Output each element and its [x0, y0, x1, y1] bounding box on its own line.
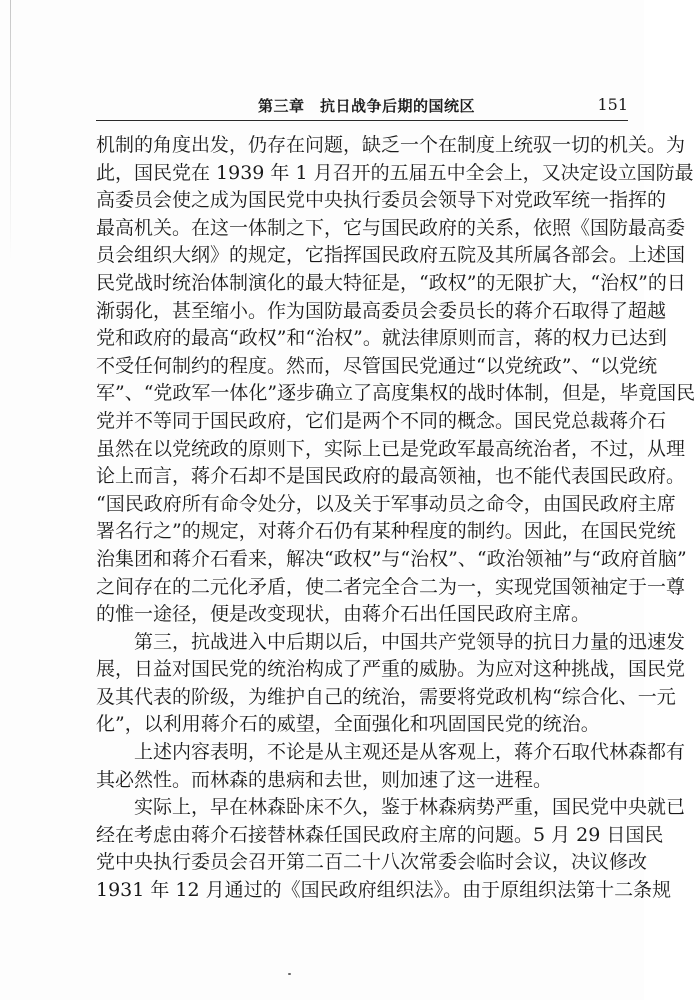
text-line: 党中央执行委员会召开第二百二十八次常委会临时会议，决议修改: [96, 851, 648, 874]
text-line: 党并不等同于国民政府，它们是两个不同的概念。国民党总裁蒋介石: [96, 409, 667, 432]
text-line: “国民政府所有命令处分，以及关于军事动员之命令，由国民政府主席: [96, 492, 676, 515]
binding-shadow: [10, 0, 11, 260]
text-line: 展，日益对国民党的统治构成了严重的威胁。为应对这种挑战，国民党: [96, 658, 686, 681]
paragraph-end-line: 化”，以利用蒋介石的威望，全面强化和巩固国民党的统治。: [96, 713, 600, 736]
text-line: 及其代表的阶级，为维护自己的统治，需要将党政机构“综合化、一元: [96, 685, 676, 708]
paragraph-start-line: 实际上，早在林森卧床不久，鉴于林森病势严重，国民党中央就已: [134, 796, 686, 819]
paragraph-start-line: 第三，抗战进入中后期以后，中国共产党领导的抗日力量的迅速发: [134, 630, 686, 653]
text-line: 军”、“党政军一体化”逐步确立了高度集权的战时体制，但是，毕竟国民: [96, 382, 695, 405]
text-line: 高委员会使之成为国民党中央执行委员会领导下对党政军统一指挥的: [96, 189, 667, 212]
text-line: 署名行之”的规定，对蒋介石仍有某种程度的制约。因此，在国民党统: [96, 520, 676, 543]
body-text: [96, 132, 695, 905]
text-line: 1931 年 12 月通过的《国民政府组织法》。由于原组织法第十二条规: [96, 879, 672, 902]
text-line: 不受任何制约的程度。然而，尽管国民党通过“以党统政”、“以党统: [96, 354, 658, 377]
text-line: 之间存在的二元化矛盾，使二者完全合二为一，实现党国领袖定于一尊: [96, 575, 686, 598]
text-line: 最高机关。在这一体制之下，它与国民政府的关系，依照《国防最高委: [96, 216, 686, 239]
text-line: 虽然在以党统政的原则下，实际上已是党政军最高统治者，不过，从理: [96, 437, 686, 460]
page-number: 151: [597, 95, 628, 114]
text-line: 民党战时统治体制演化的最大特征是，“政权”的无限扩大，“治权”的日: [96, 271, 686, 294]
text-line: 此，国民党在 1939 年 1 月召开的五届五中全会上，又决定设立国防最: [96, 161, 694, 184]
text-line: 论上而言，蒋介石却不是国民政府的最高领袖，也不能代表国民政府。: [96, 465, 686, 488]
paragraph-end-line: 其必然性。而林森的患病和去世，则加速了这一进程。: [96, 768, 553, 791]
text-line: 治集团和蒋介石看来，解决“政权”与“治权”、“政治领袖”与“政府首脑”: [96, 547, 687, 570]
text-line: 党和政府的最高“政权”和“治权”。就法律原则而言，蒋的权力已达到: [96, 327, 667, 350]
text-line: 员会组织大纲》的规定，它指挥国民政府五院及其所属各部会。上述国: [96, 244, 686, 267]
scan-speck: [288, 973, 291, 975]
text-line: 渐弱化，甚至缩小。作为国防最高委员会委员长的蒋介石取得了超越: [96, 299, 667, 322]
running-header: [96, 94, 628, 121]
text-line: 经在考虑由蒋介石接替林森任国民政府主席的问题。5 月 29 日国民: [96, 823, 664, 846]
text-line: 机制的角度出发，仍存在问题，缺乏一个在制度上统驭一切的机关。为: [96, 134, 686, 156]
chapter-title: 第三章 抗日战争后期的国统区: [258, 97, 476, 115]
paragraph-end-line: 的惟一途径，便是改变现状，由蒋介石出任国民政府主席。: [96, 603, 591, 626]
paragraph-start-line: 上述内容表明，不论是从主观还是从客观上，蒋介石取代林森都有: [134, 741, 686, 764]
